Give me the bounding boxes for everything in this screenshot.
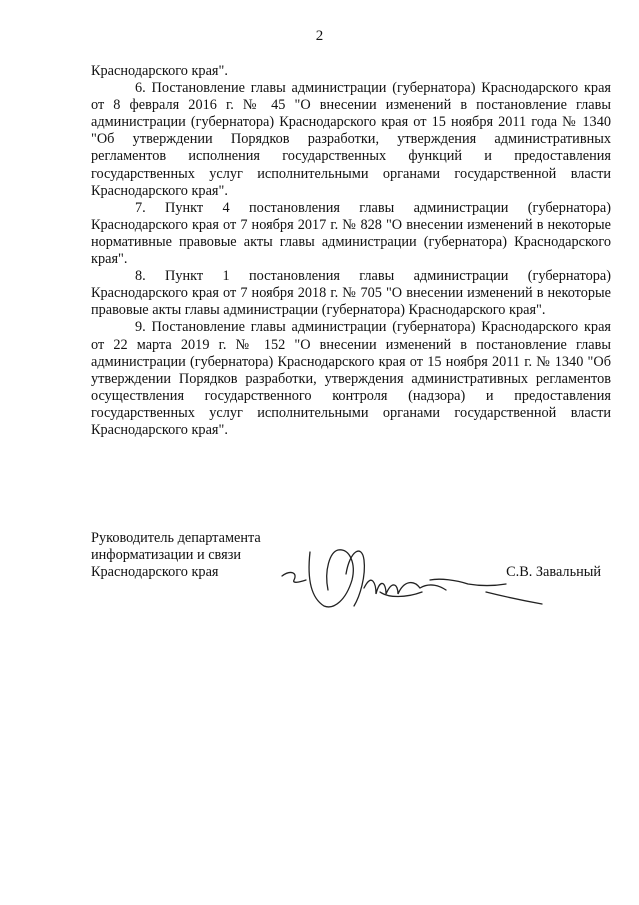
signatory-title-line-2: информатизации и связи xyxy=(91,547,241,564)
signatory-title-line-3: Краснодарского края xyxy=(91,564,219,581)
paragraph-item-7: 7. Пункт 4 постановления главы администрации (губернатора) Краснодарского края от 7 ноября 2017 г. № 828 "О внесении изменений в некоторые нормативные правовые акты главы администрации (губернатора) Краснодарского края". xyxy=(91,199,611,268)
signatory-name: С.В. Завальный xyxy=(506,564,601,580)
paragraph-item-6: 6. Постановление главы администрации (губернатора) Краснодарского края от 8 февраля 2016 г. № 45 "О внесении изменений в постановление главы администрации (губернатора) Краснодарского края от 15 ноября 2011 года № 1340 "Об утверждении Порядков разработки, утверждения административных регламентов исполнения государственных функций и предоставления государственных услуг исполнительными органами государственной власти Краснодарского края". xyxy=(91,80,611,199)
paragraph-item-9: 9. Постановление главы администрации (губернатора) Краснодарского края от 22 марта 2019 г. № 152 "О внесении изменений в постановление главы администрации (губернатора) Краснодарского края от 15 ноября 2011 г. № 1340 "Об утверждении Порядков разработки, утверждения административных регламентов осуществления государственного контроля (надзора) и предоставления государственных услуг исполнительными органами государственной власти Краснодарского края". xyxy=(91,319,611,438)
signatory-title-line-1: Руководитель департамента xyxy=(91,530,261,546)
paragraph-item-8: 8. Пункт 1 постановления главы администрации (губернатора) Краснодарского края от 7 ноября 2018 г. № 705 "О внесении изменений в некоторые правовые акты главы администрации (губернатора) Краснодарского края". xyxy=(91,268,611,319)
page-number: 2 xyxy=(315,28,324,44)
handwritten-signature xyxy=(280,540,560,620)
paragraph-continuation: Краснодарского края". xyxy=(91,63,228,79)
document-body xyxy=(91,63,611,439)
